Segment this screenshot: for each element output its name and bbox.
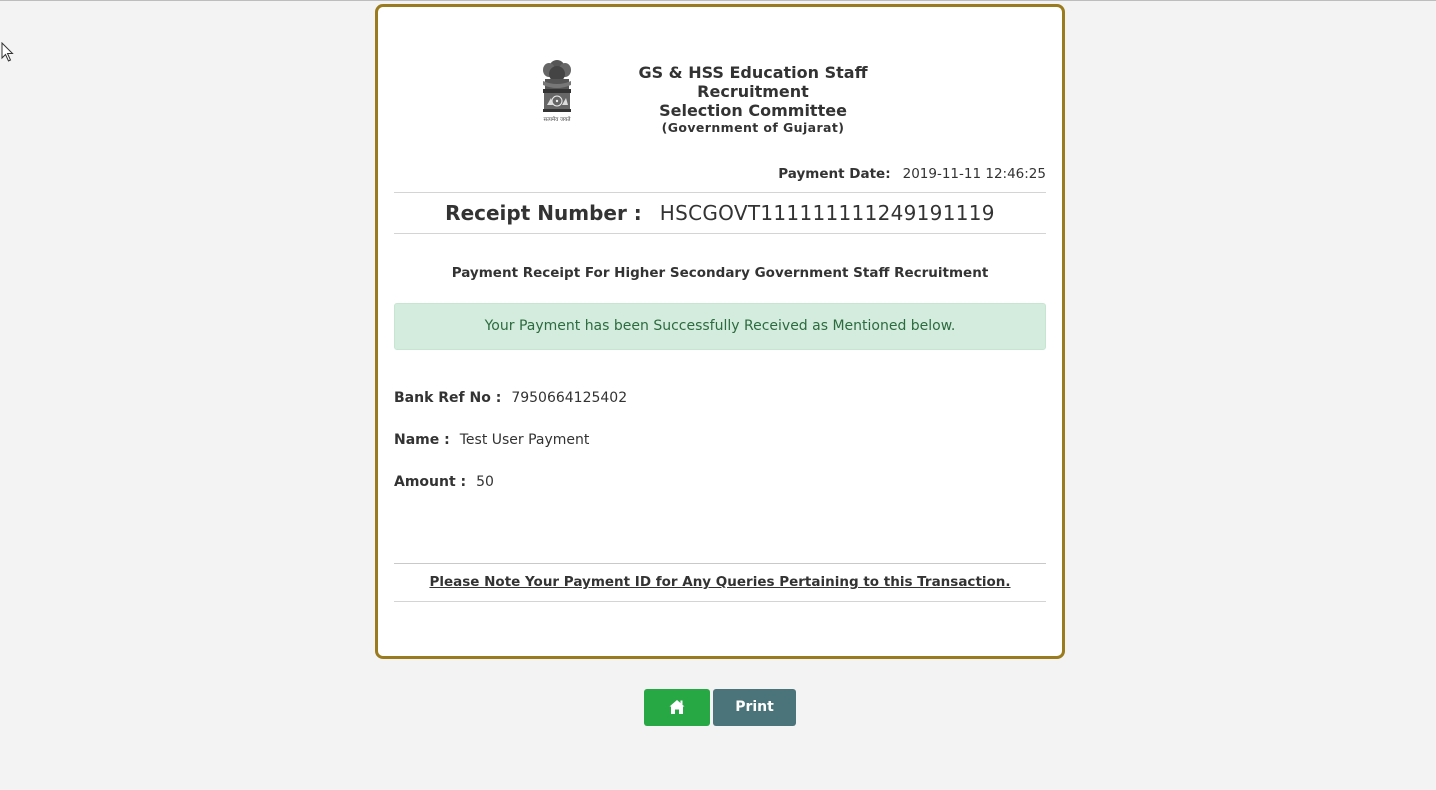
home-button[interactable]	[644, 689, 710, 726]
bank-ref-value: 7950664125402	[511, 390, 628, 406]
payment-date-value: 2019-11-11 12:46:25	[902, 166, 1046, 182]
receipt-card	[375, 4, 1065, 659]
receipt-number-label: Receipt Number :	[445, 201, 642, 225]
name-label: Name :	[394, 432, 450, 448]
receipt-header	[378, 55, 1062, 135]
state-emblem-icon	[536, 57, 578, 125]
amount-field	[394, 474, 494, 490]
bank-ref-label: Bank Ref No :	[394, 390, 502, 406]
divider	[394, 233, 1046, 234]
payment-date-label: Payment Date:	[778, 166, 891, 182]
emblem-caption: सत्यमेव जयते	[543, 117, 571, 123]
bank-ref-field	[394, 390, 627, 406]
home-icon	[644, 689, 710, 726]
organization-government: (Government of Gujarat)	[661, 120, 845, 135]
payment-id-note: Please Note Your Payment ID for Any Queries Pertaining to this Transaction.	[429, 574, 1011, 590]
organization-title	[588, 63, 918, 136]
top-border-line	[0, 0, 1436, 3]
print-button[interactable]: Print	[713, 689, 796, 726]
organization-name-line2: Selection Committee	[659, 101, 847, 120]
receipt-number-value: HSCGOVT111111111249191119	[659, 201, 995, 225]
name-field	[394, 432, 589, 448]
receipt-subtitle: Payment Receipt For Higher Secondary Government Staff Recruitment	[451, 265, 989, 281]
divider	[394, 192, 1046, 193]
organization-name-line1: GS & HSS Education Staff Recruitment	[638, 63, 868, 101]
divider	[394, 601, 1046, 602]
receipt-number	[394, 201, 1046, 225]
divider	[394, 563, 1046, 564]
amount-label: Amount :	[394, 474, 467, 490]
mouse-cursor-icon	[1, 42, 15, 62]
amount-value: 50	[476, 474, 494, 490]
success-alert: Your Payment has been Successfully Received as Mentioned below.	[394, 303, 1046, 350]
name-value: Test User Payment	[459, 432, 590, 448]
payment-date	[778, 166, 1046, 182]
